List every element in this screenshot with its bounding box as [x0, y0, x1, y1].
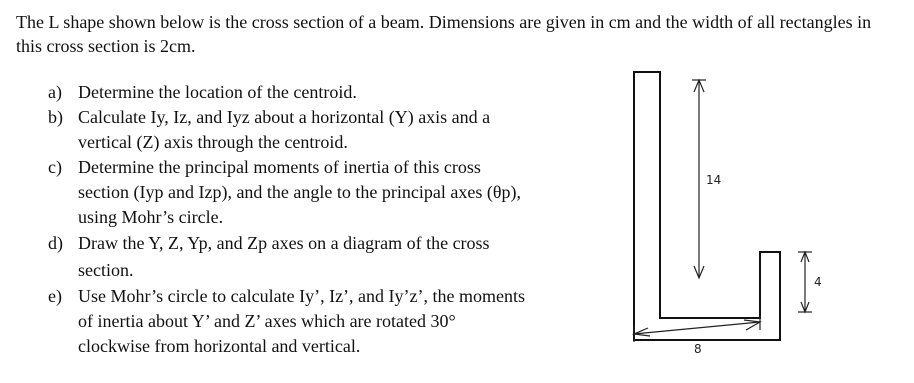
- question-text: Use Mohr’s circle to calculate Iy’, Iz’, and Iy’z’, the moments of inertia about Y’ and Z’ axes which are rotated 30° clockwise from horizontal and vertical.: [78, 286, 525, 356]
- question-text: Calculate Iy, Iz, and Iyz about a horizontal (Y) axis and a vertical (Z) axis through the centroid.: [78, 107, 491, 152]
- question-text: Determine the location of the centroid.: [78, 82, 357, 102]
- question-letter: d): [48, 233, 63, 253]
- height-label: 14: [706, 173, 722, 187]
- question-list: [48, 80, 528, 359]
- question-c: [48, 155, 528, 230]
- question-a: [48, 80, 528, 105]
- question-letter: b): [48, 107, 63, 127]
- right-height-dimension: [798, 252, 812, 312]
- question-letter: e): [48, 286, 62, 306]
- problem-intro: The L shape shown below is the cross section of a beam. Dimensions are given in cm and the width of all rectangles in this cross section is 2cm.: [16, 12, 872, 56]
- height-dimension: [692, 80, 706, 278]
- beam-cross-section-figure: [620, 60, 900, 360]
- width-label: 8: [694, 342, 702, 356]
- question-letter: c): [48, 157, 62, 177]
- question-text: Determine the principal moments of inertia of this cross section (Iyp and Izp), and the angle to the principal axes (θp), using Mohr’s circle.: [78, 157, 521, 227]
- l-shape-outline: [634, 72, 780, 340]
- question-d: [48, 230, 528, 284]
- question-b: [48, 105, 528, 155]
- question-text: Draw the Y, Z, Yp, and Zp axes on a diagram of the cross section.: [78, 233, 490, 280]
- question-letter: a): [48, 82, 62, 102]
- width-dimension: [634, 316, 760, 342]
- right-height-label: 4: [814, 275, 822, 289]
- question-e: [48, 284, 528, 359]
